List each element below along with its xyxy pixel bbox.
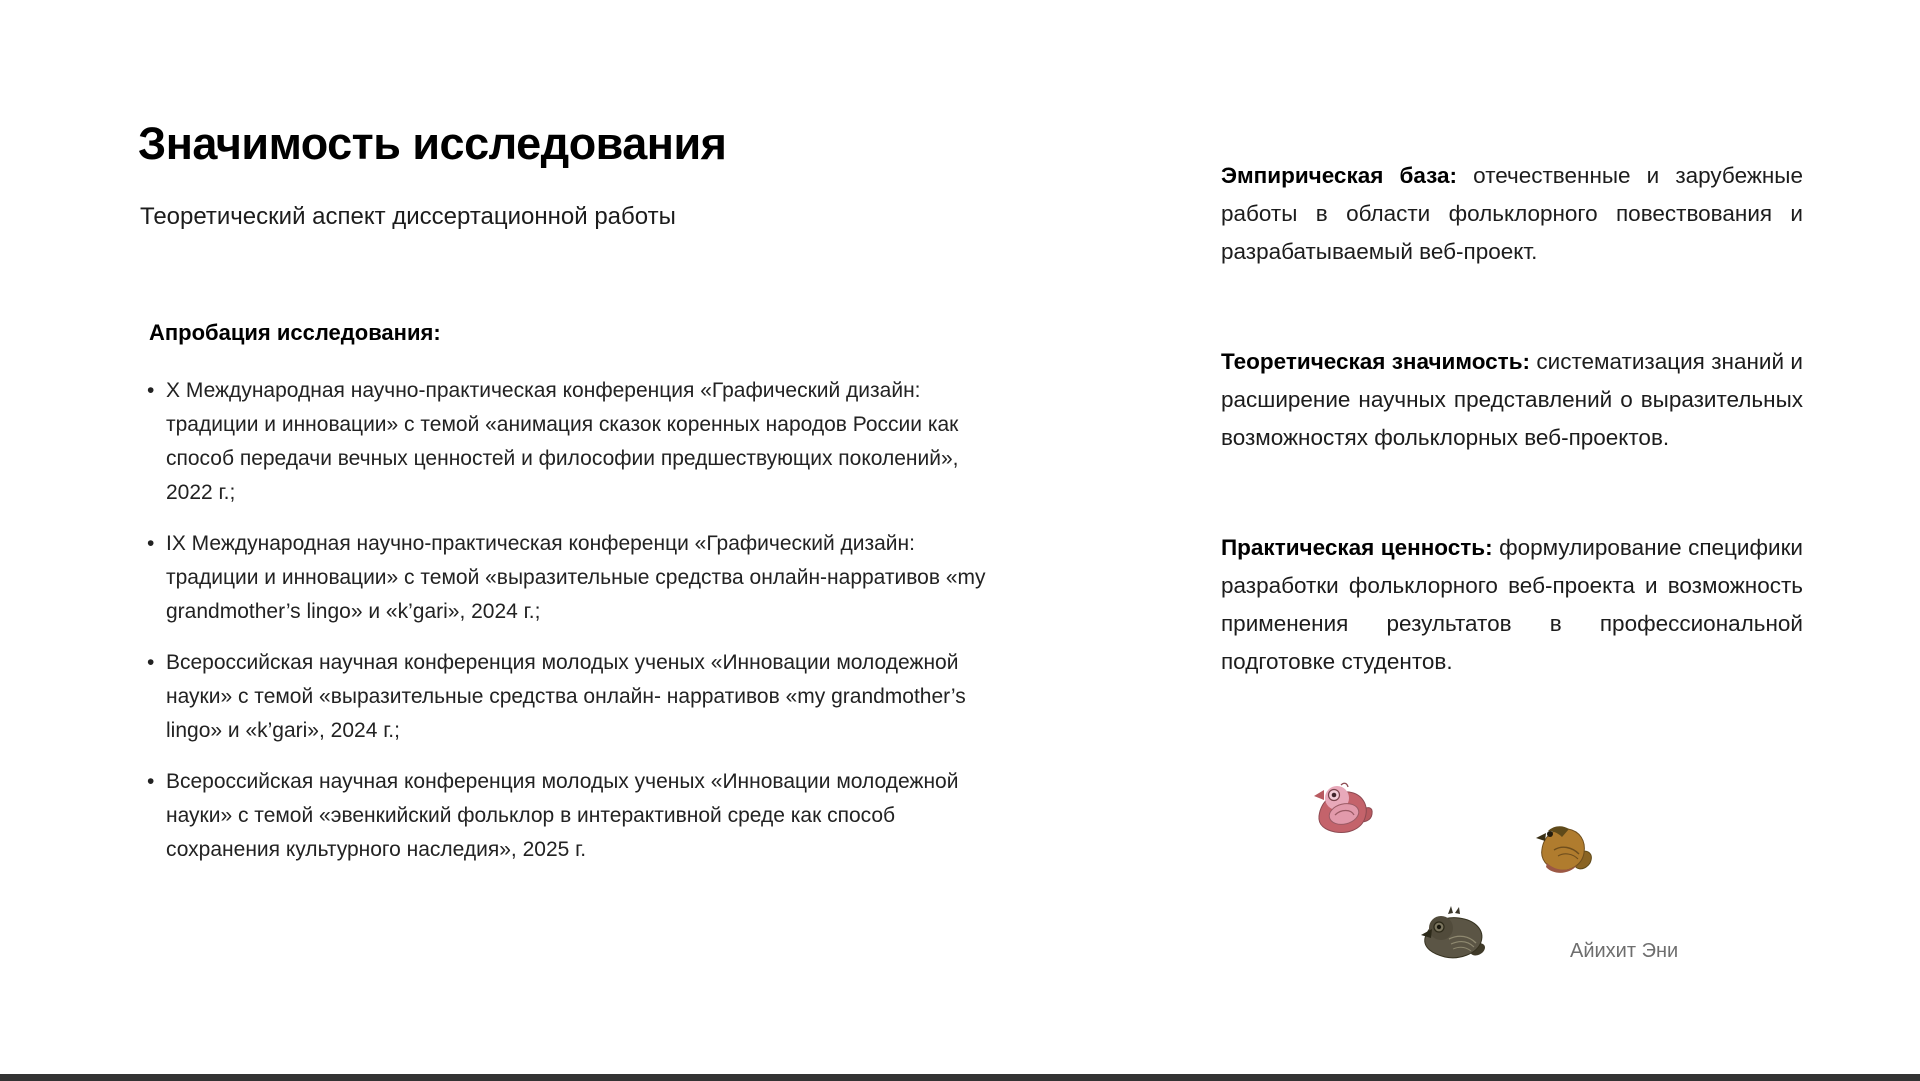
paragraph-label: Теоретическая значимость: [1221, 349, 1531, 374]
list-item: • IX Международная научно-практическая конференци «Графический дизайн: традиции и инновации» с темой «выразительные средства онлайн-нарративов «my grandmother’s lingo» и «k’gari», 2024 г.; [147, 527, 995, 629]
empirical-base-paragraph [1221, 157, 1803, 271]
paragraph-text: формулирование специфики разработки фольклорного веб-проекта и возможность применения результатов в профессиональной подготовке студентов. [1221, 535, 1803, 674]
practical-value-paragraph [1221, 529, 1803, 681]
bottom-bar [0, 1074, 1920, 1081]
list-item: • Всероссийская научная конференция молодых ученых «Инновации молодежной науки» с темой «эвенкийский фольклор в интерактивной среде как способ сохранения культурного наследия», 2025 г. [147, 765, 995, 867]
approbation-heading: Апробация исследования: [149, 320, 441, 345]
paragraph-text: систематизация знаний и расширение научных представлений о выразительных возможностях фольклорных веб-проектов. [1221, 349, 1803, 450]
pink-bird-illustration [1311, 780, 1375, 839]
paragraph-label: Эмпирическая база: [1221, 163, 1458, 188]
approbation-section [147, 320, 995, 884]
artist-signature: Айихит Эни [1570, 940, 1679, 962]
paragraph-label: Практическая ценность: [1221, 535, 1493, 560]
list-item: • X Международная научно-практическая конференция «Графический дизайн: традиции и инновации» с темой «анимация сказок коренных народов России как способ передачи вечных ценностей и философии предшествующих поколений», 2022 г.; [147, 374, 995, 510]
significance-section [1221, 157, 1803, 753]
page-title: Значимость исследования [138, 118, 727, 169]
page-subtitle: Теоретический аспект диссертационной работы [140, 203, 676, 230]
paragraph-text: отечественные и зарубежные работы в области фольклорного повествования и разрабатываемый веб-проект. [1221, 163, 1803, 264]
theoretical-significance-paragraph [1221, 343, 1803, 457]
dark-bird-illustration [1419, 904, 1489, 968]
conference-list [147, 374, 995, 867]
ochre-bird-illustration [1534, 819, 1594, 880]
list-item: • Всероссийская научная конференция молодых ученых «Инновации молодежной науки» с темой «выразительные средства онлайн- нарративов «my grandmother’s lingo» и «k’gari», 2024 г.; [147, 646, 995, 748]
